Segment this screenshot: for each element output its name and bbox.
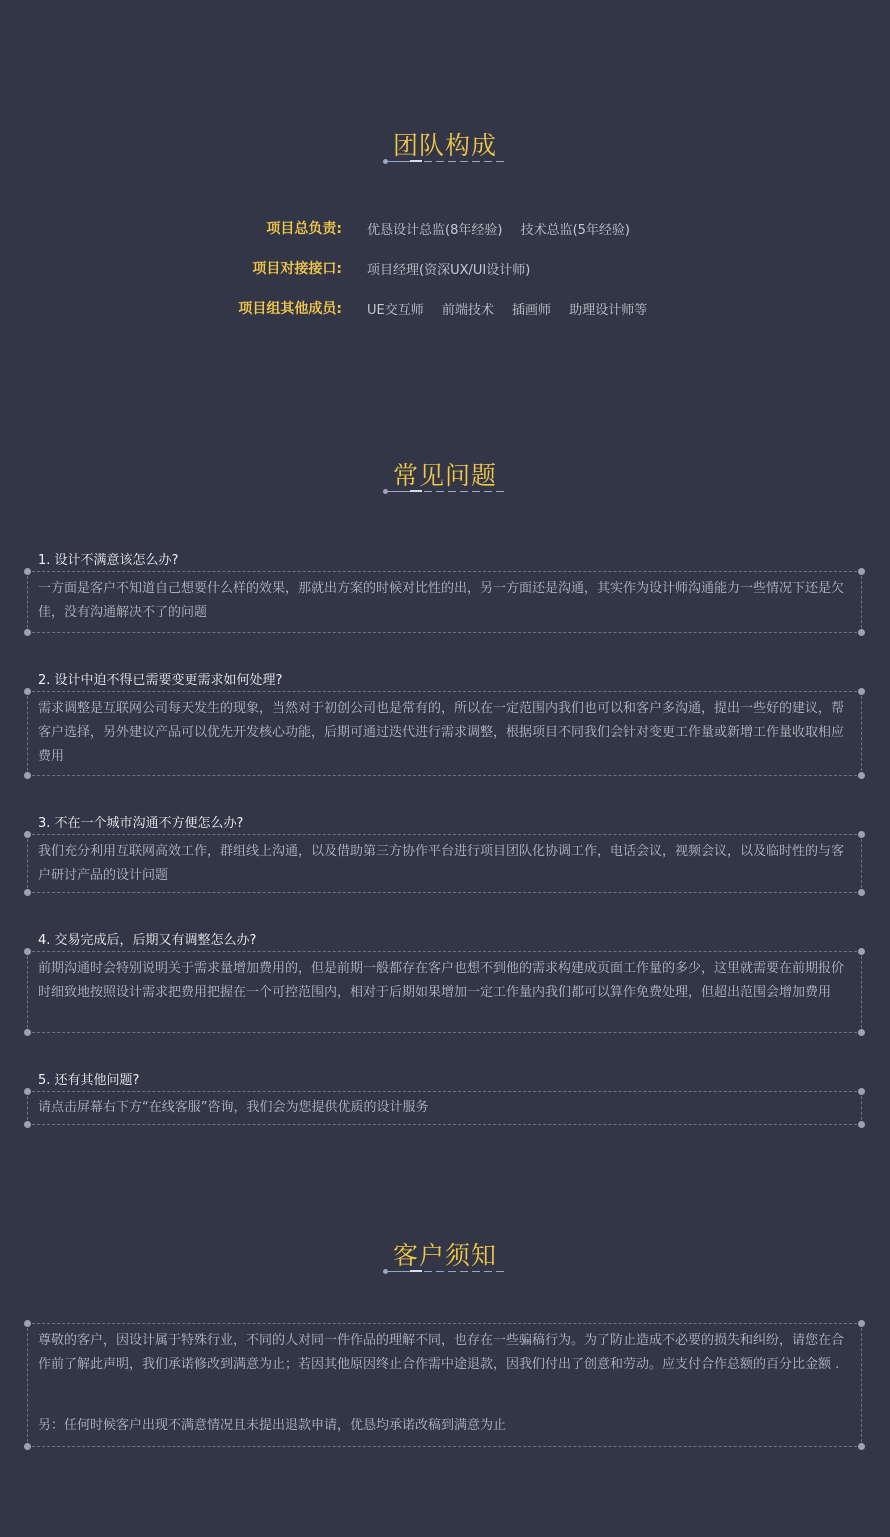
faq-answer-box — [27, 1091, 862, 1125]
faq-answer-box — [27, 691, 862, 776]
faq-question: 4. 交易完成后，后期又有调整怎么办? — [38, 933, 257, 948]
faq-question: 1. 设计不满意该怎么办? — [38, 553, 179, 568]
faq-title-divider — [383, 489, 507, 493]
notice-title: 客户须知 — [392, 1241, 497, 1270]
faq-answer-box — [27, 834, 862, 893]
faq-answer-box — [27, 951, 862, 1033]
team-value: 前端技术 — [441, 303, 494, 318]
notice-paragraph: 尊敬的客户，因设计属于特殊行业，不同的人对同一件作品的理解不同，也存在一些骗稿行为。为了防止造成不必要的损失和纠纷，请您在合作前了解此声明，我们承诺修改到满意为止；若因其他原因终止合作需中途退款，因我们付出了创意和劳动。应支付合作总额的百分比金额 . — [38, 1333, 845, 1372]
team-value: UE交互师 — [367, 303, 424, 318]
faq-answer: 请点击屏幕右下方“在线客服”咨询，我们会为您提供优质的设计服务 — [38, 1100, 429, 1115]
faq-answer: 一方面是客户不知道自己想要什么样的效果，那就出方案的时候对比性的出，另一方面还是沟通，其实作为设计师沟通能力一些情况下还是欠佳，没有沟通解决不了的问题 — [38, 581, 845, 620]
team-row-contact — [0, 258, 890, 280]
team-row-lead — [0, 218, 890, 240]
notice-paragraph: 另：任何时候客户出现不满意情况且未提出退款申请，优恳均承诺改稿到满意为止 — [38, 1418, 507, 1433]
team-title: 团队构成 — [392, 131, 497, 160]
faq-answer: 前期沟通时会特别说明关于需求量增加费用的，但是前期一般都存在客户也想不到他的需求构建成页面工作量的多少，这里就需要在前期报价时细致地按照设计需求把费用把握在一个可控范围内，相对于后期如果增加一定工作量内我们都可以算作免费处理，但超出范围会增加费用 — [38, 961, 845, 1000]
team-value: 项目经理(资深UX/UI设计师) — [367, 263, 531, 278]
faq-answer: 需求调整是互联网公司每天发生的现象，当然对于初创公司也是常有的，所以在一定范围内我们也可以和客户多沟通，提出一些好的建议，帮客户选择，另外建议产品可以优先开发核心功能，后期可通过迭代进行需求调整，根据项目不同我们会针对变更工作量或新增工作量收取相应费用 — [38, 701, 845, 764]
faq-question: 3. 不在一个城市沟通不方便怎么办? — [38, 816, 244, 831]
team-row-members — [0, 298, 890, 320]
team-value: 优恳设计总监(8年经验) — [367, 223, 503, 238]
team-row-label: 项目对接接口: — [252, 261, 342, 277]
faq-title: 常见问题 — [392, 461, 497, 490]
notice-title-divider — [383, 1269, 507, 1273]
team-row-label: 项目组其他成员: — [238, 301, 342, 317]
team-value: 助理设计师等 — [569, 303, 648, 318]
faq-answer: 我们充分利用互联网高效工作，群组线上沟通，以及借助第三方协作平台进行项目团队化协调工作，电话会议，视频会议，以及临时性的与客户研讨产品的设计问题 — [38, 844, 845, 883]
faq-question: 2. 设计中迫不得已需要变更需求如何处理? — [38, 673, 283, 688]
team-value: 插画师 — [512, 303, 552, 318]
team-row-label: 项目总负责: — [266, 221, 342, 237]
notice-box — [27, 1323, 862, 1447]
team-value: 技术总监(5年经验) — [520, 223, 630, 238]
team-title-divider — [383, 159, 507, 163]
faq-answer-box — [27, 571, 862, 633]
faq-question: 5. 还有其他问题? — [38, 1073, 140, 1088]
